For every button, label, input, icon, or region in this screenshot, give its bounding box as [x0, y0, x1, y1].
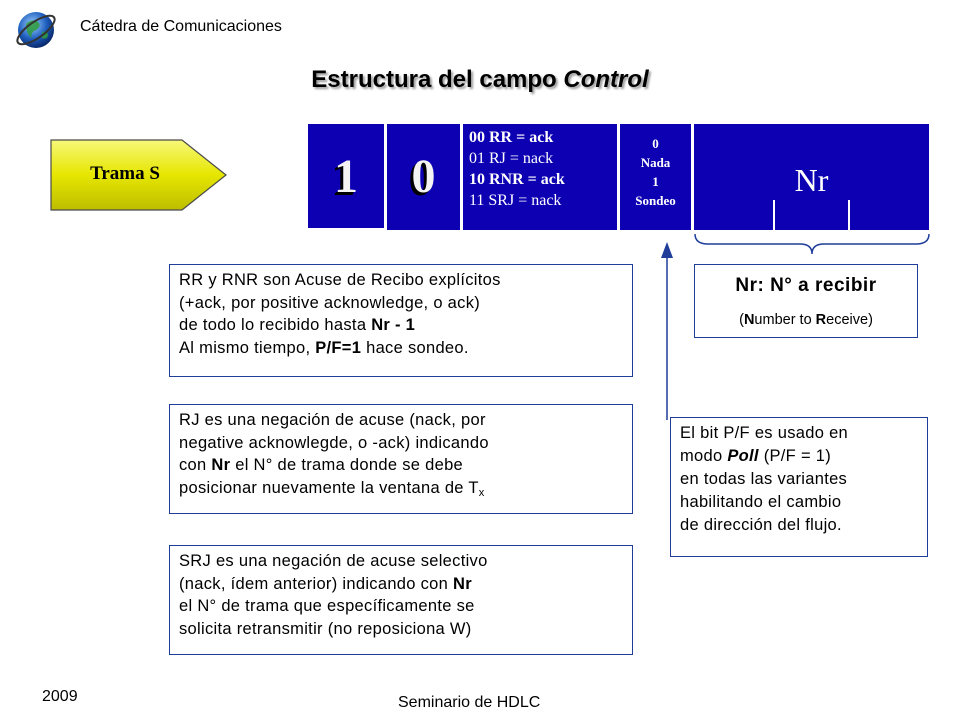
- chair-name: Cátedra de Comunicaciones: [80, 18, 282, 35]
- nr-sub-n: N: [743, 312, 755, 328]
- srj-line-4: solicita retransmitir (no reposiciona W): [179, 619, 472, 638]
- rj-note: [169, 404, 633, 514]
- supervisory-codes-box: [463, 124, 617, 230]
- srj-line-2: [179, 573, 632, 596]
- nr-info-subtitle: [695, 312, 917, 328]
- rj-line-4b: x: [478, 486, 485, 499]
- pf-line-4: habilitando el cambio: [680, 493, 842, 511]
- nr-sub-end: eceive): [826, 312, 873, 328]
- rr-line-4b: P/F=1: [315, 338, 362, 357]
- pf-pointer-arrow: [655, 240, 679, 420]
- pf-line-2a: modo: [680, 447, 728, 465]
- rj-line-3: [179, 454, 632, 477]
- rr-line-4a: Al mismo tiempo,: [179, 338, 316, 357]
- srj-line-1: SRJ es una negación de acuse selectivo: [179, 552, 488, 570]
- rr-line-3: [179, 314, 632, 337]
- nr-info-box: [694, 264, 918, 338]
- rj-line-1: RJ es una negación de acuse (nack, por: [179, 411, 486, 429]
- nr-tick-left: [773, 200, 775, 230]
- rj-line-3c: el N° de trama donde se debe: [230, 456, 464, 474]
- nr-sub-open: (: [739, 312, 744, 328]
- nr-info-title: Nr: N° a recibir: [735, 275, 877, 296]
- rr-line-2: (+ack, por positive acknowledge, o ack): [179, 293, 481, 312]
- pf-line-3: en todas las variantes: [680, 470, 848, 488]
- srj-line-2b: Nr: [453, 574, 472, 593]
- rj-line-3b: Nr: [211, 456, 231, 474]
- pf-meaning-0: Nada: [640, 155, 671, 170]
- srj-line-3: el N° de trama que específicamente se: [179, 597, 475, 615]
- pf-line-2: [680, 445, 927, 468]
- pf-value-0: 0: [652, 136, 659, 151]
- rj-line-4: [179, 477, 632, 505]
- nr-sub-mid: umber to: [754, 312, 816, 328]
- code-rr: 00 RR = ack: [469, 129, 554, 146]
- page-title: [0, 66, 960, 94]
- footer-year: 2009: [42, 688, 78, 705]
- code-rj: 01 RJ = nack: [469, 150, 554, 167]
- nr-brace: [692, 230, 932, 258]
- footer-seminar: Seminario de HDLC: [398, 694, 541, 711]
- code-srj: 11 SRJ = nack: [469, 192, 562, 209]
- rr-rnr-note: [169, 264, 633, 377]
- pf-line-5: de dirección del flujo.: [680, 516, 842, 534]
- title-italic: Control: [563, 66, 649, 93]
- rj-line-3a: con: [179, 456, 212, 474]
- pf-bit-note: [670, 417, 928, 557]
- rr-line-3a: de todo lo recibido hasta: [179, 316, 372, 334]
- title-text: Estructura del campo: [311, 66, 564, 93]
- nr-sub-r: R: [815, 312, 827, 328]
- bit-1-box: 1: [308, 124, 384, 228]
- rr-line-4c: hace sondeo.: [361, 338, 469, 357]
- globe-logo-icon: [12, 6, 58, 52]
- nr-tick-right: [848, 200, 850, 230]
- rj-line-4a: posicionar nuevamente la ventana de T: [179, 478, 479, 497]
- pf-meaning-1: Sondeo: [635, 193, 676, 208]
- rr-line-3b: Nr - 1: [371, 316, 416, 334]
- trama-s-label: Trama S: [90, 163, 160, 184]
- pf-line-2b: Poll: [727, 447, 759, 465]
- rr-line-4: [179, 337, 632, 360]
- rr-line-1: RR y RNR son Acuse de Recibo explícitos: [179, 271, 501, 289]
- srj-line-2a: (nack, ídem anterior) indicando con: [179, 574, 454, 593]
- pf-line-1: El bit P/F es usado en: [680, 424, 849, 442]
- pf-line-2c: (P/F = 1): [758, 447, 832, 465]
- srj-note: [169, 545, 633, 655]
- pf-value-1: 1: [652, 174, 659, 189]
- nr-field-box: [694, 124, 929, 230]
- nr-label: Nr: [794, 162, 829, 198]
- rj-line-2: negative acknowlegde, o -ack) indicando: [179, 433, 489, 452]
- code-rnr: 10 RNR = ack: [469, 171, 565, 188]
- bit-0-box: 0: [387, 124, 460, 230]
- pf-bit-box: [620, 124, 691, 230]
